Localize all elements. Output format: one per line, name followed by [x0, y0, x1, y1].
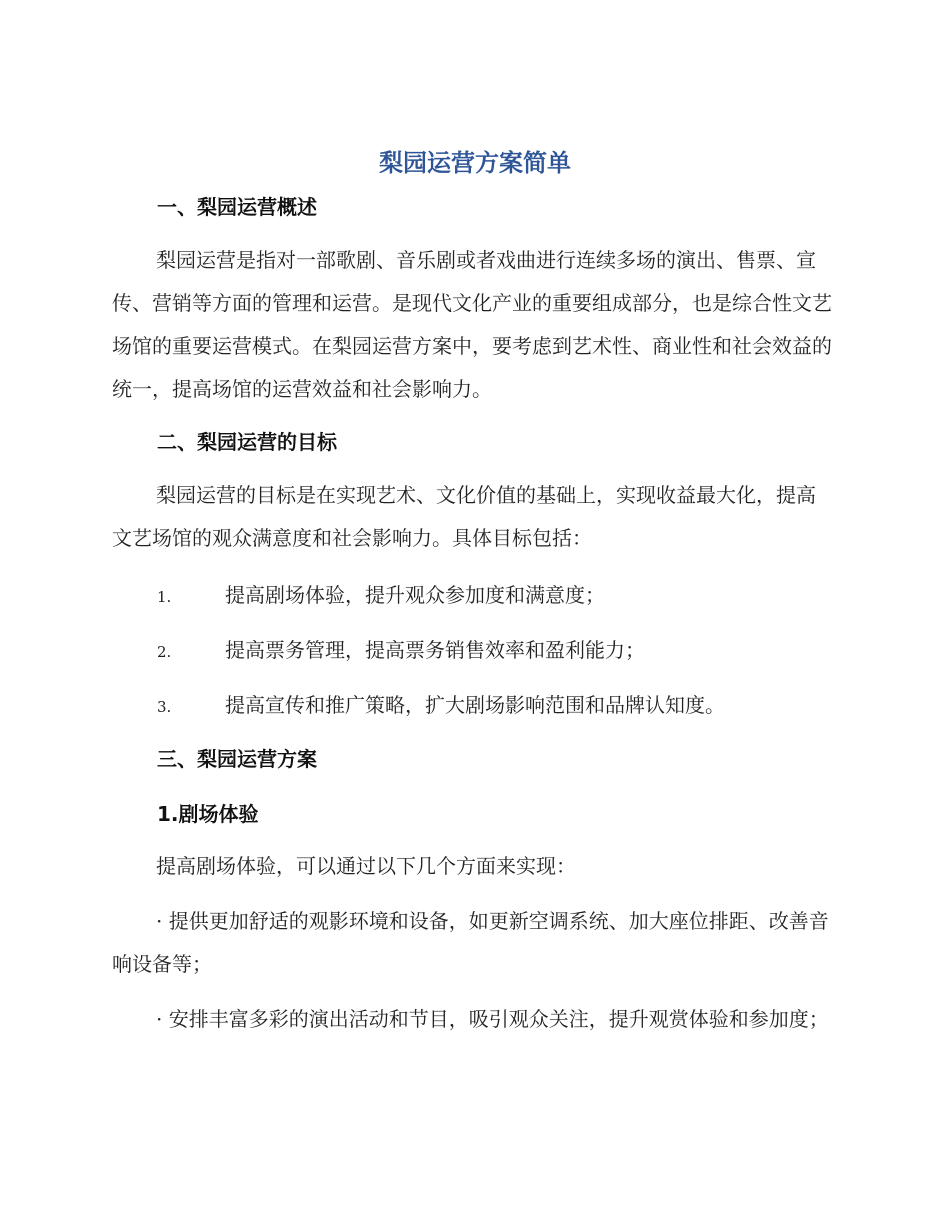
bullet-item-1: · 提供更加舒适的观影环境和设备，如更新空调系统、加大座位排距、改善音响设备等；	[112, 909, 829, 976]
section-heading-3: 三、梨园运营方案	[157, 747, 317, 771]
goal-list-item-1	[157, 580, 605, 612]
goal-number: 2.	[157, 643, 172, 661]
goal-number: 3.	[157, 698, 172, 716]
goal-list-item-3	[157, 690, 725, 722]
subsection-heading-theater-experience: 1.剧场体验	[157, 802, 259, 826]
section-3-intro: 提高剧场体验，可以通过以下几个方面来实现：	[156, 854, 576, 878]
goal-text: 提高剧场体验，提升观众参加度和满意度；	[225, 583, 605, 607]
goal-number: 1.	[157, 588, 172, 606]
section-heading-1: 一、梨园运营概述	[157, 195, 317, 219]
bullet-item-2: · 安排丰富多彩的演出活动和节目，吸引观众关注，提升观赏体验和参加度；	[156, 1007, 829, 1031]
goal-list-item-2	[157, 635, 645, 667]
goal-text: 提高票务管理，提高票务销售效率和盈利能力；	[225, 638, 645, 662]
section-1-paragraph: 梨园运营是指对一部歌剧、音乐剧或者戏曲进行连续多场的演出、售票、宣传、营销等方面的管理和运营。是现代文化产业的重要组成部分，也是综合性文艺场馆的重要运营模式。在梨园运营方案中，要考虑到艺术性、商业性和社会效益的统一，提高场馆的运营效益和社会影响力。	[112, 248, 832, 401]
goal-text: 提高宣传和推广策略，扩大剧场影响范围和品牌认知度。	[225, 693, 725, 717]
document-title: 梨园运营方案简单	[379, 149, 571, 177]
section-2-paragraph: 梨园运营的目标是在实现艺术、文化价值的基础上，实现收益最大化，提高文艺场馆的观众满意度和社会影响力。具体目标包括：	[112, 483, 816, 550]
section-heading-2: 二、梨园运营的目标	[157, 430, 337, 454]
